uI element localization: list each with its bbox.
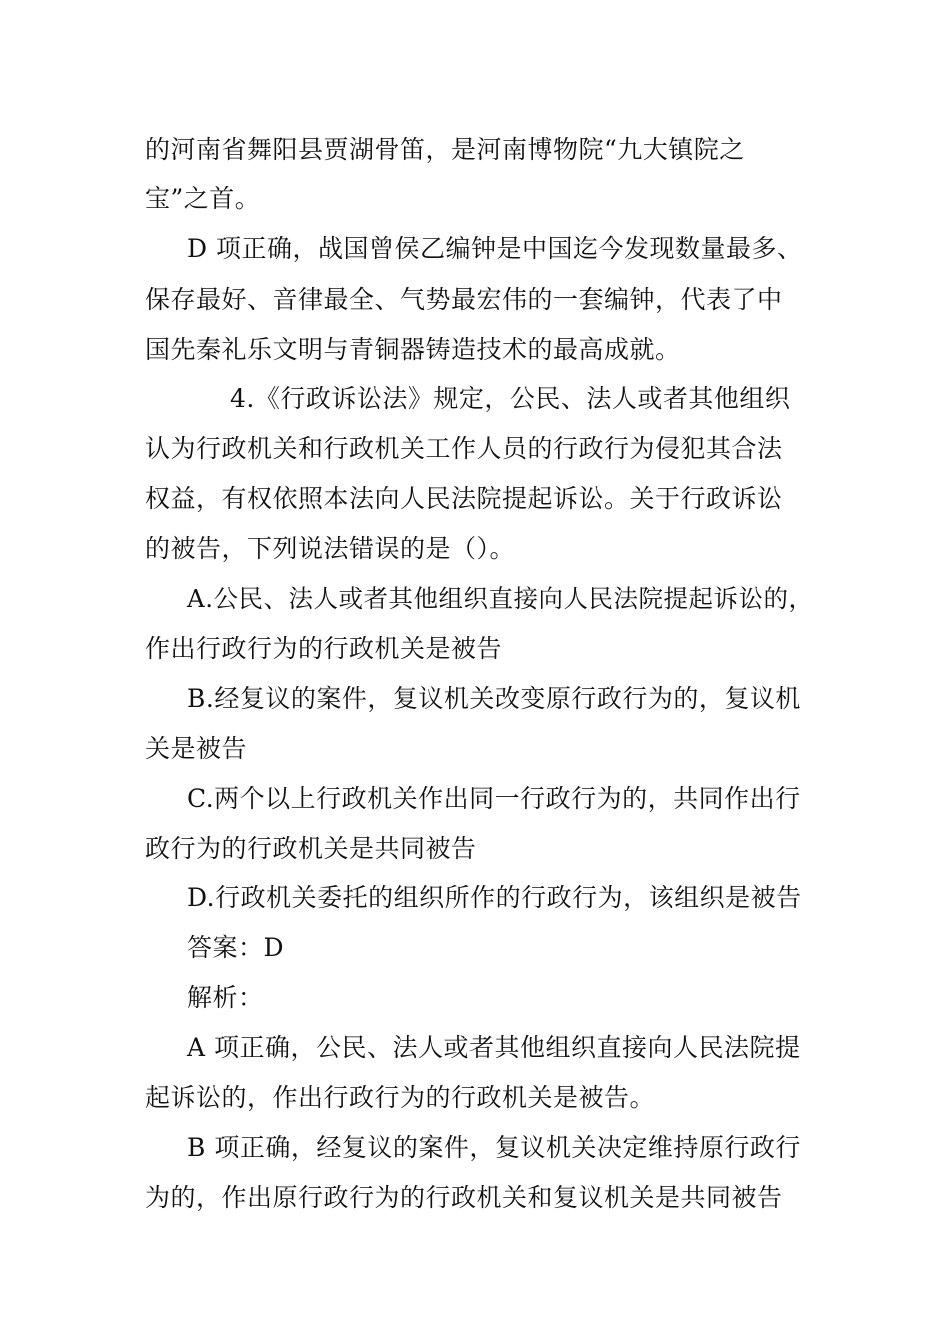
option-b: B.经复议的案件，复议机关改变原行政行为的，复议机: [187, 684, 801, 713]
text-line: 保存最好、音律最全、气势最宏伟的一套编钟，代表了中: [145, 285, 783, 314]
answer: 答案：D: [187, 933, 285, 962]
text-line: 权益，有权依照本法向人民法院提起诉讼。关于行政诉讼: [145, 484, 783, 513]
text-line: B 项正确，经复议的案件，复议机关决定维持原行政行: [187, 1133, 801, 1162]
option-c: C.两个以上行政机关作出同一行政行为的，共同作出行: [187, 784, 801, 813]
text-line: 的河南省舞阳县贾湖骨笛，是河南博物院“九大镇院之: [145, 135, 745, 164]
text-line: D 项正确，战国曾侯乙编钟是中国迄今发现数量最多、: [187, 234, 803, 263]
text-line: 起诉讼的，作出行政行为的行政机关是被告。: [145, 1083, 656, 1112]
text-line: 宝”之首。: [145, 184, 261, 213]
text-line: A 项正确，公民、法人或者其他组织直接向人民法院提: [187, 1033, 801, 1062]
text-line: 为的，作出原行政行为的行政机关和复议机关是共同被告: [145, 1183, 783, 1212]
text-line: 认为行政机关和行政机关工作人员的行政行为侵犯其合法: [145, 434, 783, 463]
text-line: 关是被告: [145, 734, 248, 763]
analysis-heading: 解析：: [187, 983, 264, 1012]
text-line: 作出行政行为的行政机关是被告: [145, 634, 503, 663]
question-title: 4.《行政诉讼法》规定，公民、法人或者其他组织: [230, 384, 791, 413]
option-a: A.公民、法人或者其他组织直接向人民法院提起诉讼的，: [187, 584, 814, 613]
option-d: D.行政机关委托的组织所作的行政行为，该组织是被告: [187, 883, 802, 912]
text-line: 国先秦礼乐文明与青铜器铸造技术的最高成就。: [145, 335, 681, 364]
text-line: 政行为的行政机关是共同被告: [145, 834, 477, 863]
text-line: 的被告，下列说法错误的是（）。: [145, 534, 516, 563]
